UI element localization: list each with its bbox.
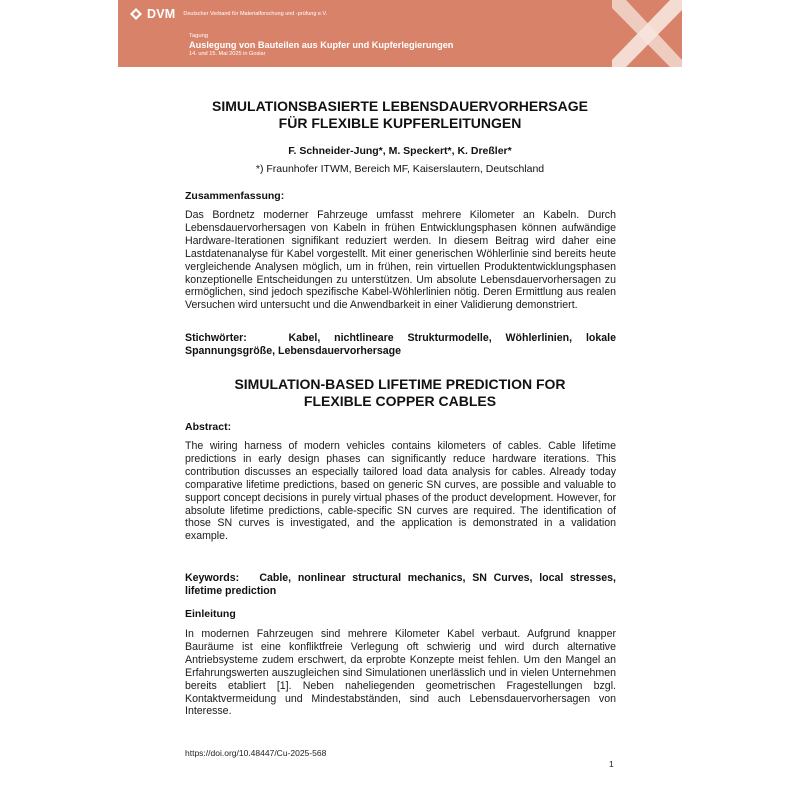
conference-info (189, 33, 453, 58)
zusammenfassung-heading: Zusammenfassung: (185, 190, 285, 202)
conference-date: 14. und 15. Mai 2025 in Goslar (189, 51, 266, 57)
english-title-line-1: SIMULATION-BASED LIFETIME PREDICTION FOR (234, 376, 566, 392)
page-number: 1 (609, 759, 614, 769)
conference-title: Auslegung von Bauteilen aus Kupfer und Kupferlegierungen (189, 40, 454, 50)
keywords (185, 572, 616, 598)
logo-text: DVM (147, 7, 176, 21)
decorative-cross-graphic (612, 0, 682, 67)
keywords-label: Keywords: (185, 572, 240, 584)
einleitung-text: In modernen Fahrzeugen sind mehrere Kilometer Kabel verbaut. Aufgrund knapper Bauräume ist eine konfliktfreie Verlegung oft schwierig und wird durch alternative Antriebsysteme zudem erschwert, da erprobte Konzepte meist fehlen. Um den Mangel an Erfahrungswerten auszugleichen sind Simulationen unerlässlich und in vielen Unternehmen bereits etabliert [1]. Neben naheliegenden geometrischen Fragestellungen bzgl. Kontaktvermeidung und Mindestabständen, sind auch Lebensdauervorhersagen von Interesse. (185, 628, 616, 718)
german-title-line-1: SIMULATIONSBASIERTE LEBENSDAUERVORHERSAGE (212, 98, 588, 114)
keywords-text: Cable, nonlinear structural mechanics, SN Curves, local stresses, lifetime prediction (185, 572, 616, 597)
stichwoerter-text: Kabel, nichtlineare Strukturmodelle, Wöhlerlinien, lokale Spannungsgröße, Lebensdauervorhersage (185, 332, 616, 357)
organization-name: Deutscher Verband für Materialforschung und -prüfung e.V. (183, 11, 328, 17)
english-title (118, 376, 682, 410)
stichwoerter-label: Stichwörter: (185, 332, 247, 344)
conference-label: Tagung (189, 33, 209, 39)
zusammenfassung-text: Das Bordnetz moderner Fahrzeuge umfasst mehrere Kilometer an Kabeln. Durch Lebensdauervorhersagen von Kabeln in frühen Entwicklungsphasen können aufwändige Hardware-Iterationen signifikant reduziert werden. In diesem Beitrag wird daher eine Lastdatenanalyse für Kabel vorgestellt. Mit einer generischen Wöhlerlinie sind bereits heute vergleichende Analysen möglich, um in frühen, rein virtuellen Produktentwicklungsphasen konzeptionelle Entscheidungen zu unterstützen. Um absolute Lebensdauervorhersagen zu ermöglichen, sind jedoch spezifische Kabel-Wöhlerlinien nötig. Deren Ermittlung aus realen Versuchen wird untersucht und die Anwendbarkeit in einer Validierung demonstriert. (185, 209, 616, 312)
english-title-line-2: FLEXIBLE COPPER CABLES (303, 393, 497, 409)
authors: F. Schneider-Jung*, M. Speckert*, K. Dreßler* (288, 145, 512, 157)
doi-link[interactable]: https://doi.org/10.48447/Cu-2025-568 (185, 748, 327, 758)
conference-header (118, 0, 682, 67)
einleitung-heading: Einleitung (185, 608, 236, 620)
dvm-logo (130, 7, 327, 21)
abstract-text: The wiring harness of modern vehicles contains kilometers of cables. Cable lifetime predictions in early design phases can significantly reduce hardware iterations. This contribution discusses an especially tailored load data analysis for cables. Already today comparative lifetime predictions, based on generic SN curves, are possible and valuable to support concept decisions in purely virtual phases of the product development. However, for absolute lifetime predictions, cable-specific SN curves are required. The identification of those SN curves is investigated, and the application is demonstrated in a validation example. (185, 440, 616, 543)
paper-page (118, 0, 682, 800)
dvm-diamond-icon (130, 8, 142, 20)
stichwoerter (185, 332, 616, 358)
german-title-line-2: FÜR FLEXIBLE KUPFERLEITUNGEN (278, 115, 522, 131)
affiliation: *) Fraunhofer ITWM, Bereich MF, Kaiserslautern, Deutschland (255, 163, 545, 175)
german-title (118, 98, 682, 132)
abstract-heading: Abstract: (185, 421, 232, 433)
